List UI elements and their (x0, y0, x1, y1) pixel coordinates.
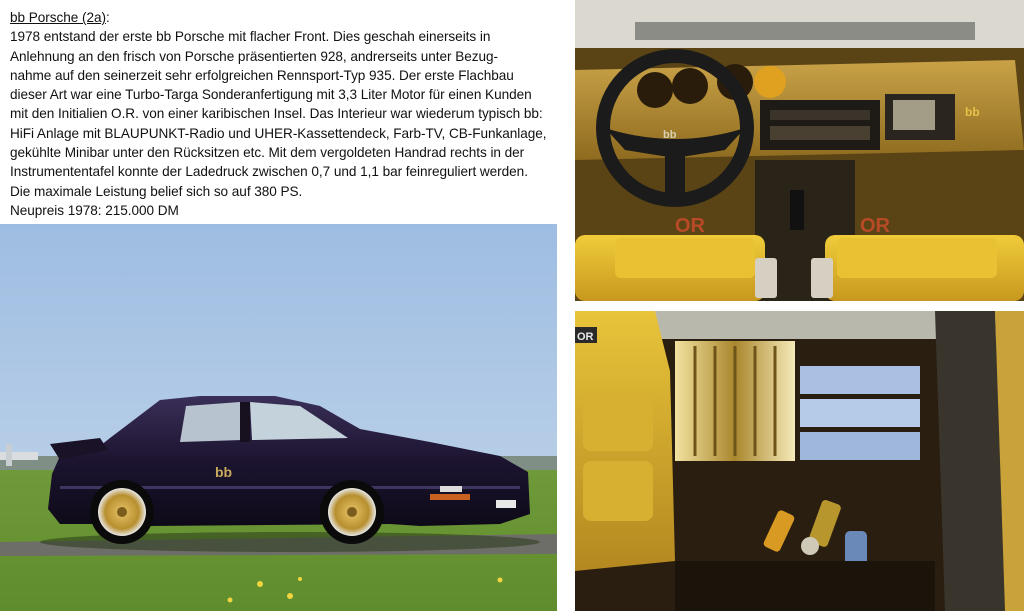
minibar-drawers (800, 366, 920, 460)
article-line-5: mit den Initialien O.R. von einer karibischen Insel. Das Interieur war wiederum typisch bb: (10, 106, 543, 122)
rear-seat (575, 311, 675, 571)
article-line-4: dieser Art war eine Turbo-Targa Sonderanfertigung mit 3,3 Liter Motor für einen Kunden (10, 87, 532, 103)
front-wheel (320, 480, 384, 544)
article-line-3: nahme auf den seinerzeit sehr erfolgreichen Rennsport-Typ 935. Der erste Flachbau (10, 67, 514, 83)
car-exterior-illustration (0, 224, 557, 611)
article-title-line (10, 8, 558, 27)
dash-badge: bb (965, 105, 980, 119)
door-badge: bb (215, 464, 233, 480)
seat-right-logo: OR (860, 215, 890, 237)
cockpit-photo (575, 0, 1024, 301)
article-line-6: HiFi Anlage mit BLAUPUNKT-Radio und UHER-Kassettendeck, Farb-TV, CB-Funkanlage, (10, 125, 547, 141)
wheel-badge: bb (663, 129, 677, 141)
article-text (10, 8, 558, 220)
article-price: Neupreis 1978: 215.000 DM (10, 202, 179, 218)
article-line-7: gekühlte Minibar unter den Rücksitzen etc. Mit dem vergoldeten Handrad rechts in der (10, 145, 525, 161)
car-exterior-photo (0, 224, 557, 611)
article-title-colon: : (105, 10, 110, 25)
article-line-2: Anlehnung an den frisch von Porsche präsentierten 928, andrerseits unter Bezug- (10, 48, 498, 64)
article-title: bb Porsche (2a) (10, 10, 106, 25)
rear-wheel (90, 480, 154, 544)
minibar-illustration (575, 311, 1024, 611)
cockpit-illustration (575, 0, 1024, 301)
headrest-badge: OR (577, 331, 594, 343)
minibar-photo (575, 311, 1024, 611)
seat-left-logo: OR (675, 215, 705, 237)
article-line-1: 1978 entstand der erste bb Porsche mit flacher Front. Dies geschah einerseits in (10, 29, 491, 45)
article-line-8: Instrumententafel konnte der Ladedruck zwischen 0,7 und 1,1 bar feinreguliert werden. (10, 164, 528, 180)
article-line-9: Die maximale Leistung belief sich so auf 380 PS. (10, 183, 303, 199)
